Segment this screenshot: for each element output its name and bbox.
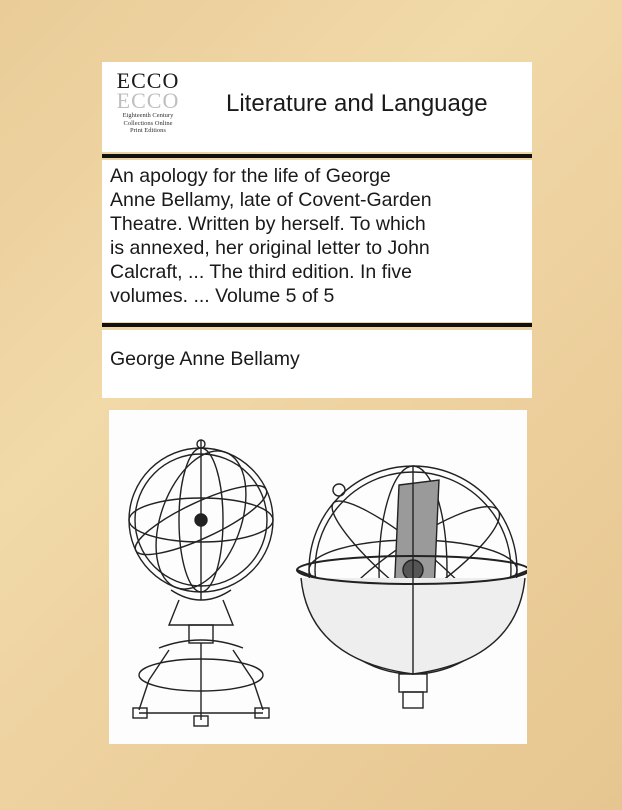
- title-line: is annexed, her original letter to John: [110, 237, 430, 259]
- ecco-logo: [110, 70, 186, 146]
- series-title: Literature and Language: [226, 90, 488, 117]
- divider-top: [102, 154, 532, 158]
- illustration-plate: [109, 410, 527, 744]
- title-block: [102, 160, 532, 322]
- divider-bottom: [102, 323, 532, 327]
- title-line: Theatre. Written by herself. To which: [110, 213, 426, 235]
- book-author: George Anne Bellamy: [110, 348, 300, 370]
- author-block: [102, 330, 532, 398]
- logo-mark: ECCO: [116, 68, 180, 93]
- series-header: [102, 62, 532, 152]
- logo-caption-line: Collections Online: [123, 119, 173, 127]
- armillary-sphere-on-stand-icon: [128, 439, 274, 726]
- title-line: An apology for the life of George: [110, 165, 391, 187]
- title-line: Anne Bellamy, late of Covent-Garden: [110, 189, 432, 211]
- armillary-sphere-in-cup-icon: [297, 466, 527, 708]
- logo-mark-reflection: ECCO: [116, 88, 180, 113]
- illustration: [109, 410, 527, 744]
- logo-caption-line: Eighteenth Century: [122, 112, 174, 119]
- title-line: Calcraft, ... The third edition. In five: [110, 261, 413, 283]
- title-line: volumes. ... Volume 5 of 5: [110, 285, 335, 307]
- logo-caption-line: Print Editions: [130, 127, 166, 134]
- logo-caption: [110, 112, 186, 135]
- book-title: [110, 164, 530, 308]
